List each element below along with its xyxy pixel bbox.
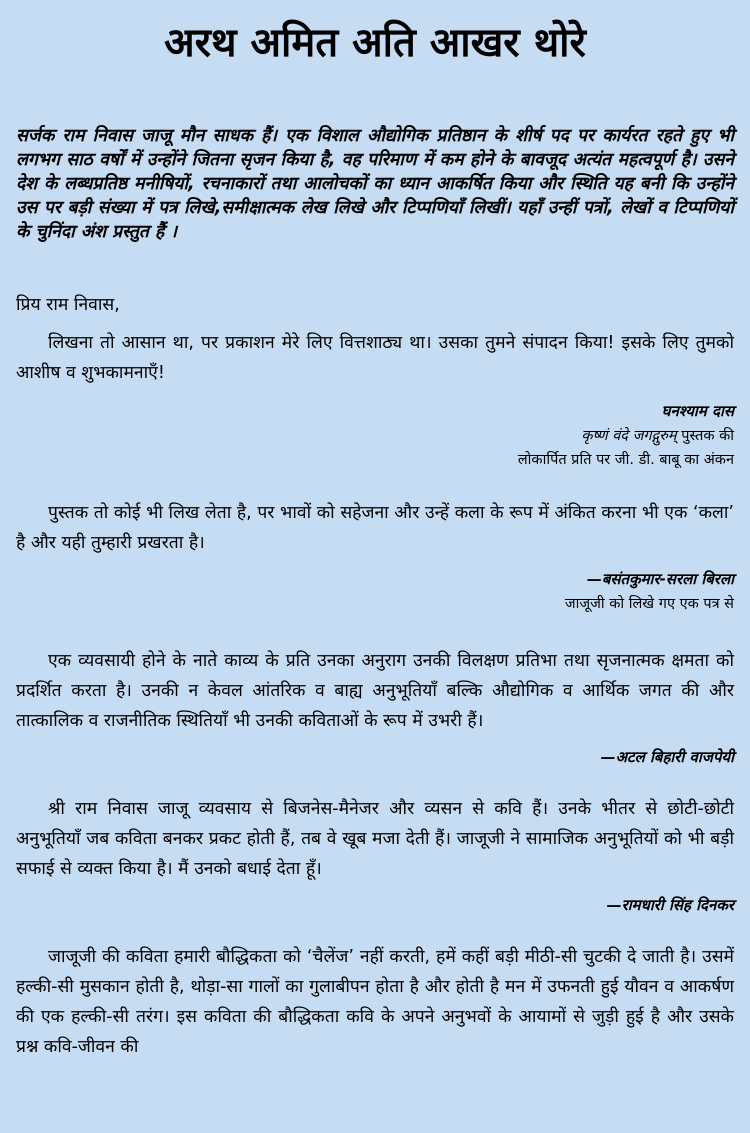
spacer: [16, 616, 734, 646]
intro-paragraph: सर्जक राम निवास जाजू मौन साधक हैं। एक विशाल औद्योगिक प्रतिष्ठान के शीर्ष पद पर कार्यरत रहते हुए भी लगभग साठ वर्षों में उन्होंने जितना सृजन किया है, वह परिमाण में कम होने के बावजूद अत्यंत महत्वपूर्ण है। उसने देश के लब्धप्रतिष्ठ मनीषियों, रचनाकारों तथा आलोचकों का ध्यान आकर्षित किया और स्थिति यह बनी कि उन्होंने उस पर बड़ी संख्या में पत्र लिखे,समीक्षात्मक लेख लिखे और टिप्पणियाँ लिखीं। यहाँ उन्हीं पत्रों, लेखों व टिप्पणियों के चुनिंदा अंश प्रस्तुत हैं ।: [16, 126, 734, 242]
quote-paragraph: श्री राम निवास जाजू व्यवसाय से बिजनेस-मैनेजर और व्यसन से कवि हैं। उनके भीतर से छोटी-छोटी अनुभूतियाँ जब कविता बनकर प्रकट होती हैं, तब वे खूब मजा देती हैं। जाजूजी ने सामाजिक अनुभूतियों को भी बड़ी सफाई से व्यक्त किया है। मैं उनको बधाई देता हूँ।: [16, 799, 734, 879]
spacer: [16, 770, 734, 794]
spacer: [16, 918, 734, 942]
quote-source: [16, 424, 734, 448]
quote-author: —बसंतकुमार-सरला बिरला: [586, 570, 734, 588]
quote-source: लोकार्पित प्रति पर जी. डी. बाबू का अंकन: [517, 452, 734, 468]
quote-author: —रामधारी सिंह दिनकर: [606, 896, 734, 914]
quote-author: घनश्याम दास: [661, 402, 734, 420]
quote-source: जाजूजी को लिखे गए एक पत्र से: [564, 596, 734, 612]
quote-paragraph: लिखना तो आसान था, पर प्रकाशन मेरे लिए वित्तशाठ्य था। उसका तुमने संपादन किया! इसके लिए तुमको आशीष व शुभकामनाएँ!: [16, 333, 734, 383]
quote-paragraph: पुस्तक तो कोई भी लिख लेता है, पर भावों को सहेजना और उन्हें कला के रूप में अंकित करना भी एक ‘कला’ है और यही तुम्हारी प्रखरता है।: [16, 503, 734, 553]
book-title: कृष्णं वंदे जगद्गुरुम्: [581, 428, 677, 444]
quote-paragraph: जाजूजी की कविता हमारी बौद्धिकता को ‘चैलेंज’ नहीं करती, हमें कहीं बड़ी मीठी-सी चुटकी दे जाती है। उसमें हल्की-सी मुसकान होती है, थोड़ा-सा गालों का गुलाबीपन होता है और होती है मन में उफनती हुई यौवन व आकर्षण की एक हल्की-सी तरंग। इस कविता की बौद्धिकता कवि के अपने अनुभवों के आयामों से जुड़ी हुई है और उसके प्रश्न कवि-जीवन की: [16, 947, 734, 1057]
page-title: अरथ अमित अति आखर थोरे: [164, 20, 586, 66]
quote-paragraph: एक व्यवसायी होने के नाते काव्य के प्रति उनका अनुराग उनकी विलक्षण प्रतिभा तथा सृजनात्मक क्षमता को प्रदर्शित करता है। उनकी न केवल आंतरिक व बाह्य अनुभूतियाँ बल्कि औद्योगिक व आर्थिक जगत की और तात्कालिक व राजनीतिक स्थितियाँ भी उनकी कविताओं के रूप में उभरी हैं।: [16, 651, 734, 731]
quote-author: —अटल बिहारी वाजपेयी: [600, 748, 734, 766]
spacer: [16, 472, 734, 498]
salutation: प्रिय राम निवास,: [16, 295, 120, 315]
quote-source-text: पुस्तक की: [676, 428, 734, 444]
